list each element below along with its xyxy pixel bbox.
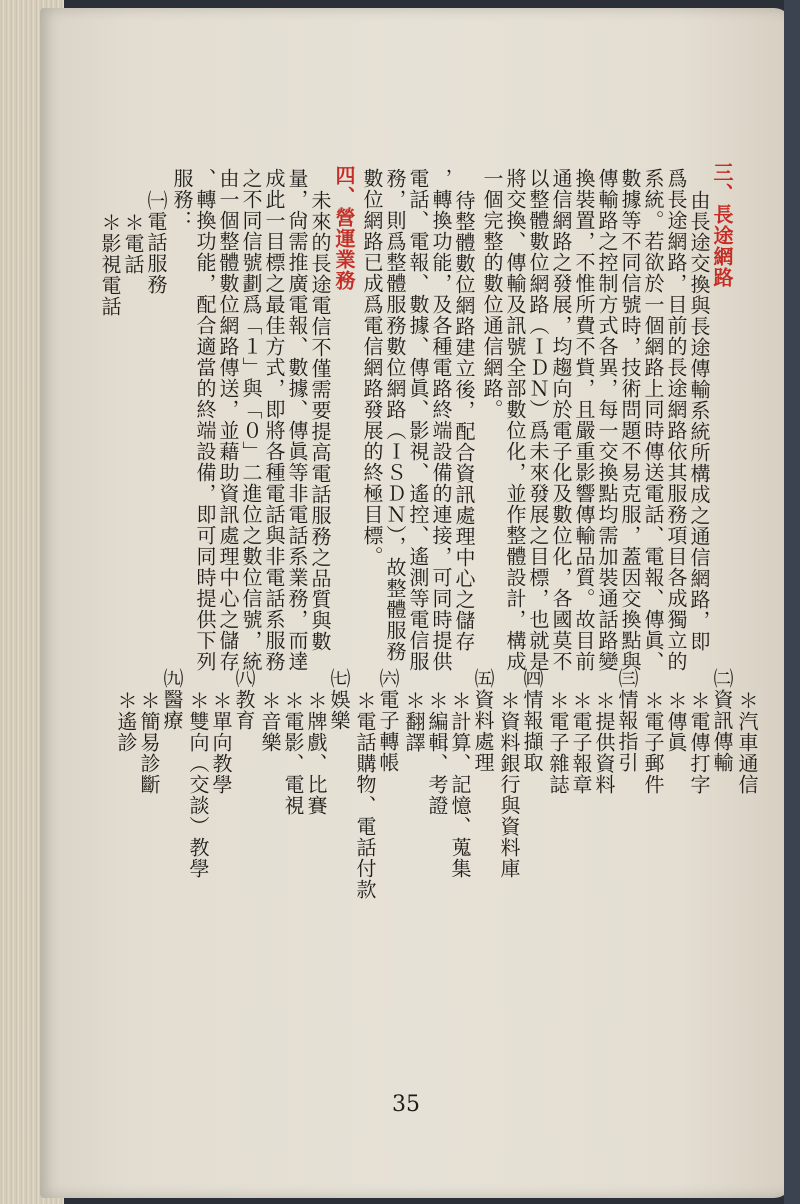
service-info-retrieval-heading: ㈣情報擷取: [520, 668, 544, 773]
section3-para1-line10: 一個完整的數位通信網路。: [480, 168, 504, 420]
service-item-one-way-teaching: ＊單向教學: [209, 690, 233, 795]
service-data-processing-heading: ㈤資料處理: [471, 668, 495, 773]
service-e-transfer-heading: ㈥電子轉帳: [376, 668, 400, 773]
section3-para2-line3: 電話、電報、數據、傳眞、影視、遙控、遙測等電信服: [406, 168, 430, 672]
service-item-provide-data: ＊提供資料: [592, 690, 616, 795]
service-item-e-newspaper: ＊電子報章: [569, 690, 593, 795]
service-item-remote-diagnosis: ＊遙診: [114, 690, 138, 753]
book-cover-edge: [784, 0, 800, 1204]
service-education-heading: ㈧教育: [232, 668, 256, 731]
section4-para-line4: 之不同信號劃爲「１」與「０」二進位之數位信號，統: [239, 168, 263, 672]
section4-para-line6: 、轉換功能，配合適當的終端設備，即可同時提供下列: [193, 168, 217, 672]
section4-para-line3: 成此一目標之最佳方式，即將各種電話與非電話系服務: [262, 168, 286, 672]
service-data-transmission-heading: ㈡資訊傳輸: [710, 668, 734, 773]
service-medical-heading: ㈨醫療: [160, 668, 184, 731]
service-item-databank: ＊資料銀行與資料庫: [497, 690, 521, 879]
service-item-two-way-teaching: ＊雙向（交談）教學: [186, 690, 210, 879]
section3-para1-line2: 爲長途網路，目前的長途網路依其服務項目各成獨立的: [664, 168, 688, 672]
section4-para-line1: 未來的長途電信不僅需要提高電話服務之品質與數: [308, 190, 332, 652]
service-item-teletype: ＊電傳打字: [687, 690, 711, 795]
service-item-phone-shopping: ＊電話購物、電話付款: [353, 690, 377, 900]
service-item-compute: ＊計算、記憶、蒐集: [448, 690, 472, 879]
section3-para2-line4: 務，則爲整體服務數位網路（ＩＳＤＮ），故整體服務: [383, 168, 407, 662]
section3-para1-line6: 換裝置，不惟所費不貲，且嚴重影響傳輸品質。故目前: [572, 168, 596, 672]
service-item-email: ＊電子郵件: [641, 690, 665, 795]
service-item-video-telephone: ＊影視電話: [98, 212, 122, 317]
service-entertainment-heading: ㈦娛樂: [327, 668, 351, 731]
section4-para-line2: 量，尙需推廣電報、數據、傳眞等非電話系業務，而達: [285, 168, 309, 672]
section3-para1-line9: 將交換、傳輸及訊號全部數位化，並作整體設計，構成: [503, 168, 527, 672]
service-info-guide-heading: ㈢情報指引: [615, 668, 639, 773]
page-number: 35: [392, 1092, 420, 1117]
section3-para1-line7: 通信網路之發展，均趨向於電子化及數位化，各國莫不: [549, 168, 573, 672]
section3-para1-line4: 數據等不同信號時，技術問題不易克服，蓋因交換點與: [618, 168, 642, 672]
section3-para2-line5: 數位網路已成爲電信網路發展的終極目標。: [360, 168, 384, 567]
service-item-fax: ＊傳眞: [664, 690, 688, 753]
section3-para2-line2: ，轉換功能，及各種電路終端設備的連接，可同時提供: [429, 168, 453, 672]
service-item-telephone: ＊電話: [121, 212, 145, 275]
service-item-simple-diagnosis: ＊簡易診斷: [137, 690, 161, 795]
service-item-e-magazine: ＊電子雜誌: [546, 690, 570, 795]
section3-heading: 三、長途網路: [710, 162, 734, 288]
section4-heading: 四、營運業務: [332, 165, 356, 291]
section3-para1-line5: 傳輸路之控制方式各異，每一交換點均需加裝通話路變: [595, 168, 619, 672]
service-item-car-communication: ＊汽車通信: [735, 690, 759, 795]
section3-para2-line1: 待整體數位網路建立後，配合資訊處理中心之儲存: [452, 190, 476, 652]
section3-para1-line8: 以整體數位網路（ＩＤＮ）爲未來發展之目標，也就是: [526, 168, 550, 672]
section4-para-line7: 服務：: [170, 168, 194, 231]
section4-para-line5: 由一個整體數位網路傳送，並藉助資訊處理中心之儲存: [216, 168, 240, 672]
service-item-translate: ＊翻譯: [402, 690, 426, 753]
section3-para1-line1: 由長途交換與長途傳輸系統所構成之通信網路，即: [687, 190, 711, 652]
section3-para1-line3: 系統。若欲於一個網路上同時傳送電話、電報、傳眞、: [641, 168, 665, 672]
service-item-games: ＊牌戲、比賽: [304, 690, 328, 816]
service-item-edit: ＊編輯、考證: [425, 690, 449, 816]
service-item-music: ＊音樂: [258, 690, 282, 753]
service-item-movies-tv: ＊電影、電視: [281, 690, 305, 816]
service-telephone-heading: ㈠電話服務: [144, 190, 168, 295]
